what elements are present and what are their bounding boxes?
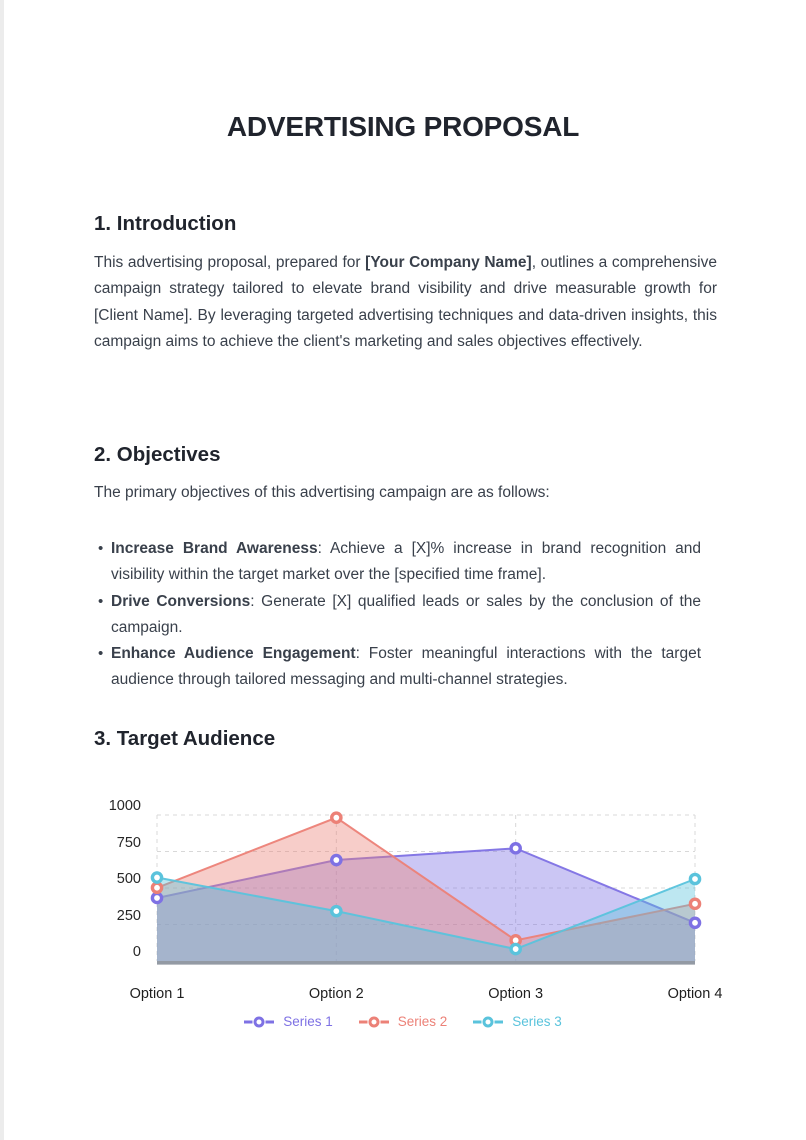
- series-2-point: [690, 899, 699, 908]
- section-introduction-heading: 1. Introduction: [94, 212, 237, 235]
- text-segment: : Foster meaningful interactions with the target audience through tailored messaging and multi-channel strategies.: [111, 645, 701, 689]
- x-axis-label: Option 2: [308, 986, 364, 1002]
- text-segment: : Generate [X] qualified leads or sales by the conclusion of the campaign.: [111, 592, 701, 636]
- series-3-point: [690, 874, 699, 883]
- introduction-paragraph: [94, 250, 717, 355]
- legend-item-series-3: [473, 1014, 562, 1030]
- text-segment: : Achieve a [X]% increase in brand recognition and visibility within the target market over the [specified time frame].: [111, 540, 701, 584]
- target-audience-chart: [0, 780, 806, 1040]
- bold-text-segment: [Your Company Name]: [365, 254, 532, 271]
- text-segment: , outlines a comprehensive campaign strategy tailored to elevate brand visibility and drive measurable growth for [Client Name]. By leveraging targeted advertising techniques and data-driven insights, this campaign aims to achieve the client's marketing and sales objectives effectively.: [94, 254, 717, 350]
- objective-item: [94, 641, 701, 694]
- y-axis-label: 750: [116, 834, 141, 851]
- legend-item-series-2: [359, 1014, 448, 1030]
- legend-label: Series 3: [512, 1014, 562, 1029]
- bold-text-segment: Drive Conversions: [111, 592, 251, 610]
- series-3-point: [152, 873, 161, 882]
- legend-marker-icon: [473, 1016, 503, 1028]
- objective-item: [94, 589, 701, 642]
- objective-item: [94, 536, 701, 589]
- bold-text-segment: Increase Brand Awareness: [111, 540, 318, 557]
- x-axis-label: Option 1: [129, 986, 185, 1002]
- objectives-list: [94, 536, 701, 694]
- objectives-lead-text: The primary objectives of this advertising campaign are as follows:: [94, 484, 550, 501]
- legend-marker-icon: [244, 1016, 274, 1028]
- bold-text-segment: Enhance Audience Engagement: [111, 645, 356, 663]
- legend-marker-icon: [359, 1016, 389, 1028]
- series-1-point: [152, 893, 161, 902]
- y-axis-label: 1000: [108, 798, 141, 814]
- y-axis-label: 500: [116, 871, 141, 887]
- x-axis-label: Option 4: [667, 986, 723, 1002]
- text-segment: This advertising proposal, prepared for: [94, 254, 366, 271]
- series-1-point: [511, 844, 520, 853]
- y-axis-label: 0: [132, 944, 141, 960]
- series-3-point: [511, 944, 520, 953]
- document-title: ADVERTISING PROPOSAL: [226, 111, 580, 142]
- section-target-audience-heading: 3. Target Audience: [94, 727, 276, 750]
- chart-legend: [0, 1012, 806, 1032]
- series-1-point: [332, 855, 341, 864]
- x-axis-label: Option 3: [488, 986, 544, 1002]
- legend-label: Series 1: [283, 1014, 333, 1029]
- series-2-point: [152, 883, 161, 892]
- series-1-point: [690, 918, 699, 927]
- y-axis-label: 250: [116, 907, 141, 924]
- series-2-point: [332, 813, 341, 822]
- series-3-point: [332, 907, 341, 916]
- legend-item-series-1: [244, 1014, 333, 1030]
- section-objectives-heading: 2. Objectives: [94, 443, 221, 466]
- legend-label: Series 2: [397, 1014, 448, 1029]
